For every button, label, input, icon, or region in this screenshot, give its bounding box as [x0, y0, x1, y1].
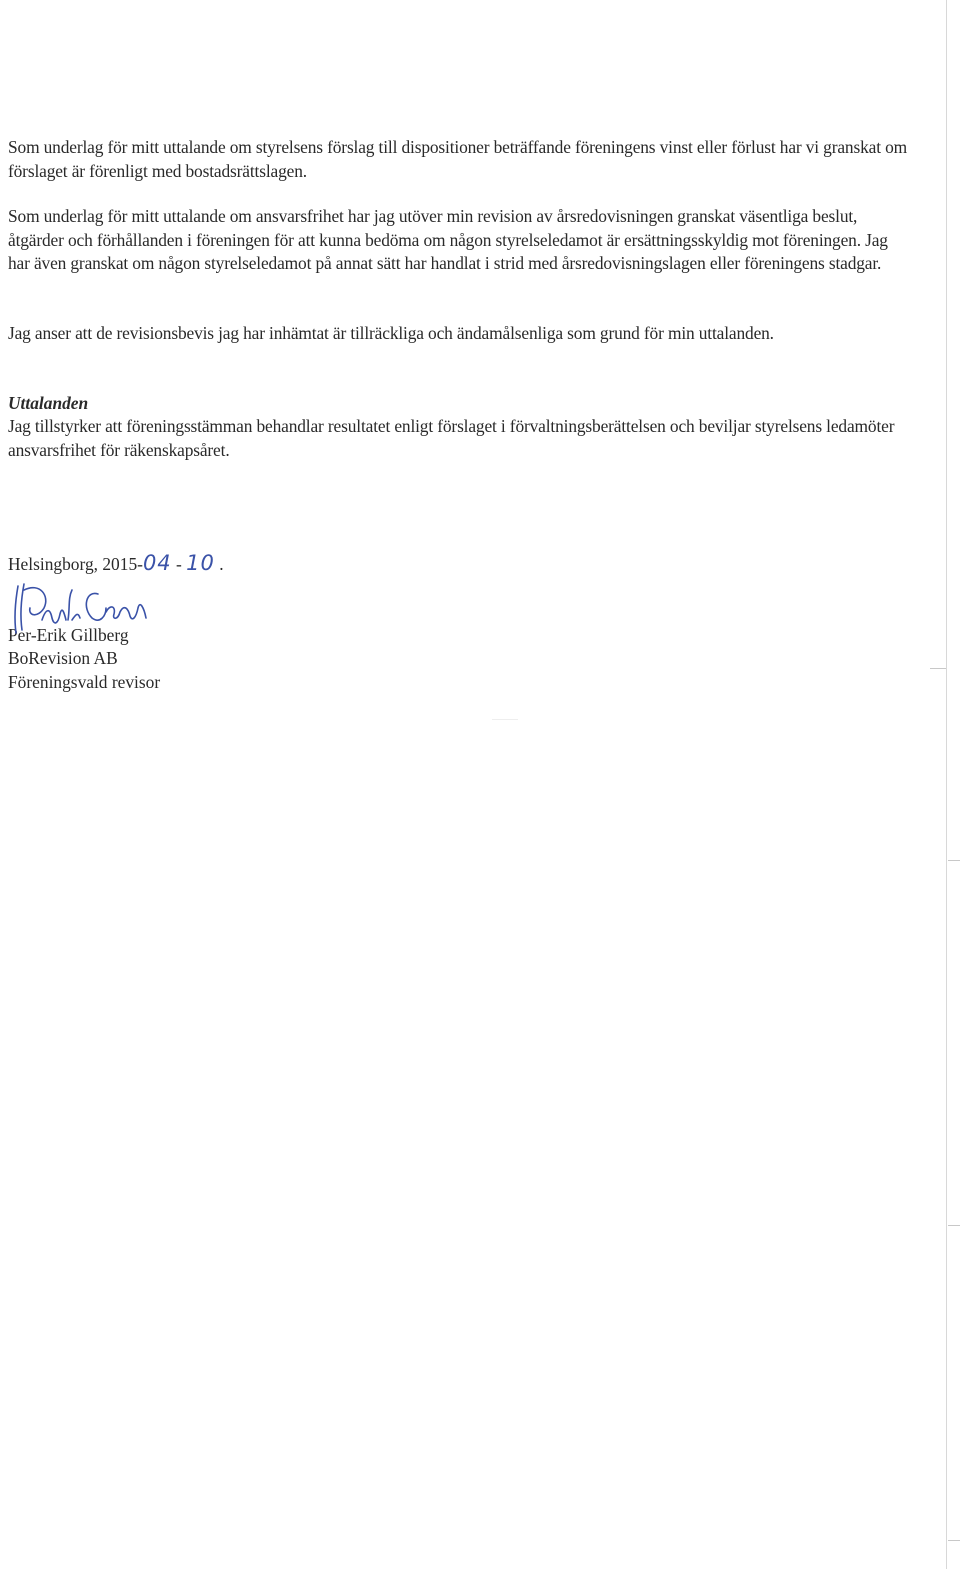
scan-artifact-line	[492, 719, 518, 720]
scan-edge-tick	[948, 1540, 960, 1541]
date-separator: -	[171, 554, 187, 574]
signer-role: Föreningsvald revisor	[8, 671, 161, 692]
handwritten-month: 04	[142, 551, 172, 575]
paragraph-statement: Jag tillstyrker att föreningsstämman behandlar resultatet enligt förslaget i förvaltningsberättelsen och beviljar styrelsens ledamöter ansvarsfrihet för räkenskapsåret.	[8, 416, 895, 460]
date-suffix: .	[214, 554, 224, 574]
scan-edge-tick	[948, 1225, 960, 1226]
handwritten-signature	[6, 578, 156, 638]
place-date-line	[8, 552, 224, 577]
place-date-prefix: Helsingborg, 2015-	[8, 554, 143, 574]
signer-name: Per-Erik Gillberg	[8, 624, 129, 645]
signer-company: BoRevision AB	[8, 648, 118, 668]
paragraph-audit-evidence: Jag anser att de revisionsbevis jag har inhämtat är tillräckliga och ändamålsenliga som grund för min uttalanden.	[8, 323, 774, 343]
scan-edge-tick	[948, 860, 960, 861]
paragraph-disposition-basis: Som underlag för mitt uttalande om styrelsens förslag till dispositioner beträffande föreningens vinst eller förlust har vi granskat om förslaget är förenligt med bostadsrättslagen.	[8, 137, 907, 181]
paragraph-discharge-basis: Som underlag för mitt uttalande om ansvarsfrihet har jag utöver min revision av årsredovisningen granskat väsentliga beslut, åtgärder och förhållanden i föreningen för att kunna bedöma om någon styrelseledamot är ersättningsskyldig mot föreningen. Jag har även granskat om någon styrelseledamot på annat sätt har handlat i strid med årsredovisningslagen eller föreningens stadgar.	[8, 206, 888, 273]
scan-edge-tick	[930, 668, 946, 669]
handwritten-day: 10	[186, 551, 215, 575]
section-heading-statements: Uttalanden	[8, 393, 89, 413]
scan-edge-line	[946, 0, 947, 1569]
